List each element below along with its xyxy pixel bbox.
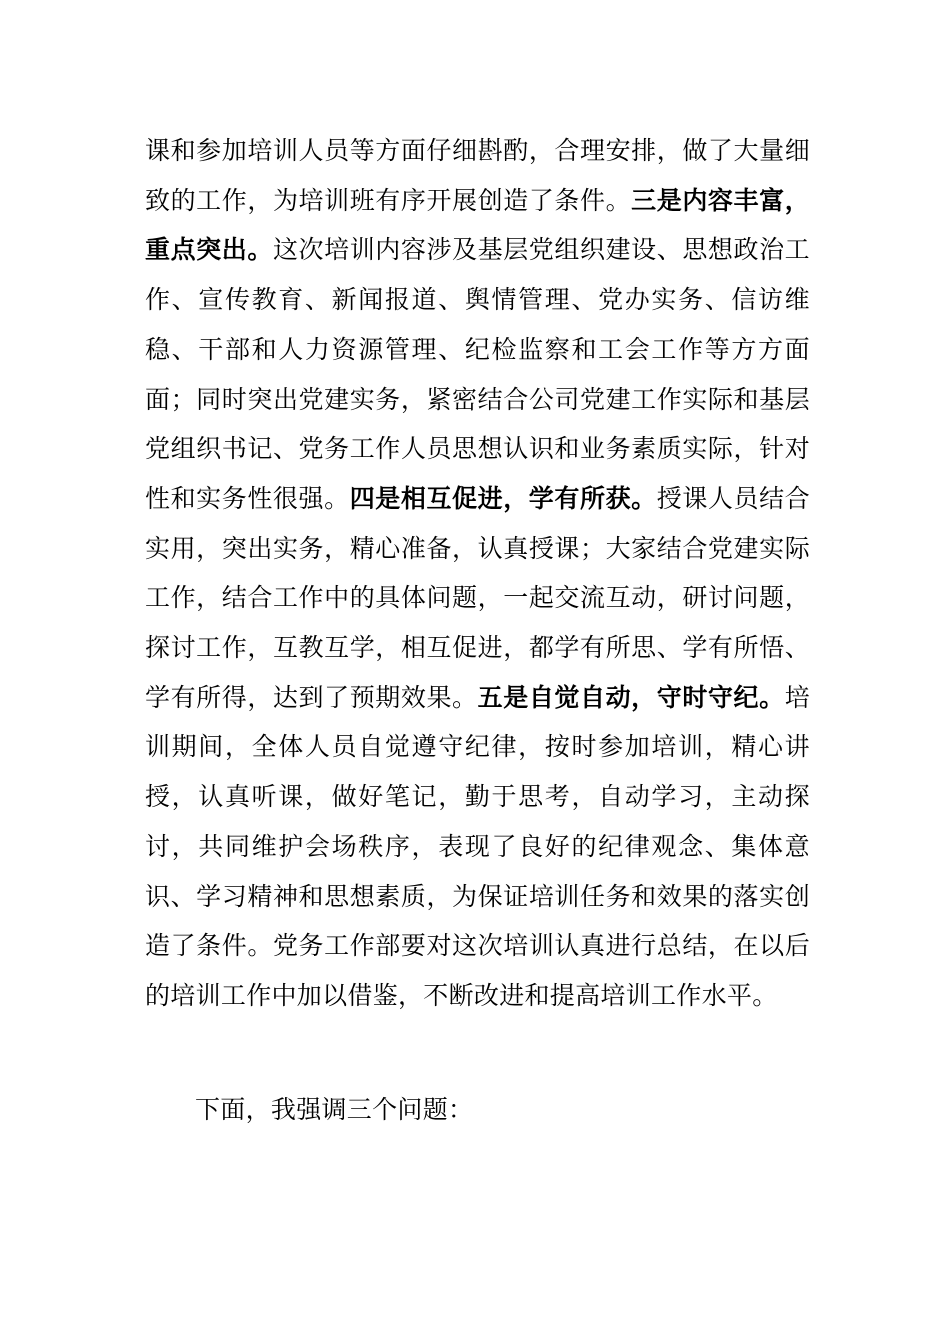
bold-heading-point-four: 四是相互促进，学有所获。 <box>349 483 657 513</box>
paragraph-segment: 这次培训内容涉及基层党组织建设、思想政治工作、宣传教育、新闻报道、舆情管理、党办实务、信访维稳、干部和人力资源管理、纪检监察和工会工作等方方面面；同时突出党建实务，紧密结合公司党建工作实际和基层党组织书记、党务工作人员思想认识和业务素质实际，针对性和实务性很强。 <box>145 235 810 513</box>
paragraph-segment: 培训期间，全体人员自觉遵守纪律，按时参加培训，精心讲授，认真听课，做好笔记，勤于思考，自动学习，主动探讨，共同维护会场秩序，表现了良好的纪律观念、集体意识、学习精神和思想素质，为保证培训任务和效果的落实创造了条件。党务工作部要对这次培训认真进行总结，在以后的培训工作中加以借鉴，不断改进和提高培训工作水平。 <box>145 682 810 1010</box>
bold-heading-point-three: 三是内容丰富，重点突出。 <box>145 185 810 265</box>
paragraph-segment: 授课人员结合实用，突出实务，精心准备，认真授课；大家结合党建实际工作，结合工作中的具体问题，一起交流互动，研讨问题，探讨工作，互教互学，相互促进，都学有所思、学有所悟、学有所得，达到了预期效果。 <box>145 483 810 712</box>
closing-paragraph: 下面，我强调三个问题： <box>195 1095 474 1124</box>
body-paragraph <box>145 126 810 1021</box>
bold-heading-point-five: 五是自觉自动，守时守纪。 <box>477 682 785 712</box>
paragraph-segment: 课和参加培训人员等方面仔细斟酌，合理安排，做了大量细致的工作，为培训班有序开展创造了条件。 <box>145 136 810 215</box>
